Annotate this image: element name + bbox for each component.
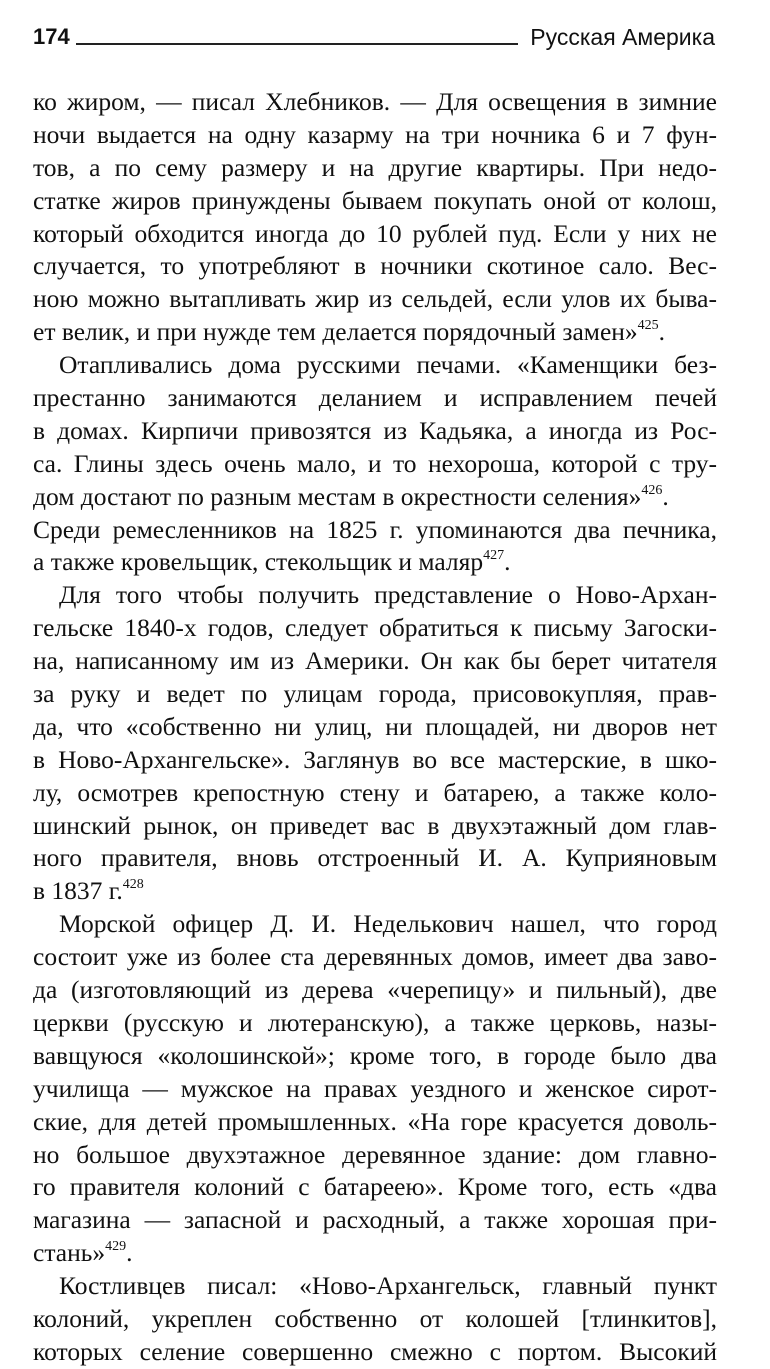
text-line: в Ново-Архангельске». Заглянув во все мастерские, в шко- — [33, 744, 717, 774]
text-line: вавщуюся «колошинской»; кроме того, в городе было два — [33, 1040, 717, 1070]
text-line: колоний, укреплен собственно от колошей [тлинкитов], — [33, 1303, 717, 1333]
text-line: ет велик, и при нужде тем делается порядочный замен»$^{425}$. — [33, 317, 666, 347]
text-line: гельске 1840-х годов, следует обратиться к письму Загоски- — [33, 613, 717, 643]
text-line: Среди ремесленников на 1825 г. упоминаются два печника, — [33, 514, 717, 544]
text-line: ночи выдается на одну казарму на три ночника 6 и 7 фун- — [33, 119, 717, 149]
header-rule — [76, 43, 519, 45]
page-number: 174 — [33, 24, 70, 49]
text-line: в 1837 г.$^{428}$ — [33, 876, 144, 906]
text-line: да, что «собственно ни улиц, ни площадей, ни дворов нет — [33, 711, 717, 741]
text-line: состоит уже из более ста деревянных домов, имеет два заво- — [33, 942, 717, 972]
text-line: статке жиров принуждены бываем покупать оной от колош, — [33, 185, 717, 215]
text-line: училища — мужское на правах уездного и женское сирот- — [33, 1073, 717, 1103]
text-line: ною можно вытапливать жир из сельдей, если улов их быва- — [33, 284, 717, 314]
footnote-marker: 428 — [122, 877, 144, 893]
text-line: Костливцев писал: «Ново-Архангельск, главный пункт — [59, 1271, 717, 1301]
running-title: Русская Америка — [530, 24, 715, 50]
footnote-marker: 429 — [105, 1239, 127, 1255]
text-line: магазина — запасной и расходный, а также хорошая при- — [33, 1205, 717, 1235]
text-line: лу, осмотрев крепостную стену и батарею, а также коло- — [33, 777, 717, 807]
text-line: тов, а по сему размеру и на другие квартиры. При недо- — [33, 152, 717, 182]
running-header — [33, 20, 715, 50]
text-line: за руку и ведет по улицам города, присовокупляя, прав- — [33, 679, 717, 709]
text-line: случается, то употребляют в ночники скотиное сало. Вес- — [33, 251, 717, 281]
footnote-marker: 427 — [483, 548, 505, 564]
text-line: которых селение совершенно смежно с портом. Высокий — [33, 1336, 717, 1366]
text-line: который обходится иногда до 10 рублей пуд. Если у них не — [33, 218, 717, 248]
paragraph — [33, 1270, 717, 1369]
text-line: престанно занимаются деланием и исправлением печей — [33, 383, 717, 413]
text-line: а также кровельщик, стекольщик и маляр$^{427}$. — [33, 547, 511, 577]
text-line: стань»$^{429}$. — [33, 1238, 133, 1268]
text-line: церкви (русскую и лютеранскую), а также церковь, назы- — [33, 1007, 717, 1037]
text-line: го правителя колоний с батареею». Кроме того, есть «два — [33, 1172, 717, 1202]
text-line: Морской офицер Д. И. Неделькович нашел, что город — [59, 909, 717, 939]
text-line: са. Глины здесь очень мало, и то нехороша, которой с тру- — [33, 448, 717, 478]
text-line: Для того чтобы получить представление о Ново-Архан- — [59, 580, 717, 610]
text-line: ко жиром, — писал Хлебников. — Для освещения в зимние — [33, 87, 717, 116]
footnote-marker: 425 — [637, 318, 659, 334]
paragraph — [33, 579, 717, 908]
text-line: ские, для детей промышленных. «На горе красуется доволь- — [33, 1106, 717, 1136]
paragraph — [33, 86, 717, 349]
text-line: в домах. Кирпичи привозятся из Кадьяка, а иногда из Рос- — [33, 415, 717, 445]
body-text — [33, 86, 717, 1369]
text-line: но большое двухэтажное деревянное здание: дом главно- — [33, 1139, 717, 1169]
text-line: ного правителя, вновь отстроенный И. А. Куприяновым — [33, 843, 717, 873]
text-line: шинский рынок, он приведет вас в двухэтажный дом глав- — [33, 810, 717, 840]
paragraph — [33, 908, 717, 1270]
text-line: на, написанному им из Америки. Он как бы берет читателя — [33, 646, 717, 676]
text-line: Отапливались дома русскими печами. «Каменщики без- — [59, 350, 717, 380]
text-line: да (изготовляющий из дерева «черепицу» и пильный), две — [33, 975, 717, 1005]
footnote-marker: 426 — [641, 482, 663, 498]
paragraph — [33, 349, 717, 579]
text-line: дом достают по разным местам в окрестности селения»$^{426}$. — [33, 481, 669, 511]
